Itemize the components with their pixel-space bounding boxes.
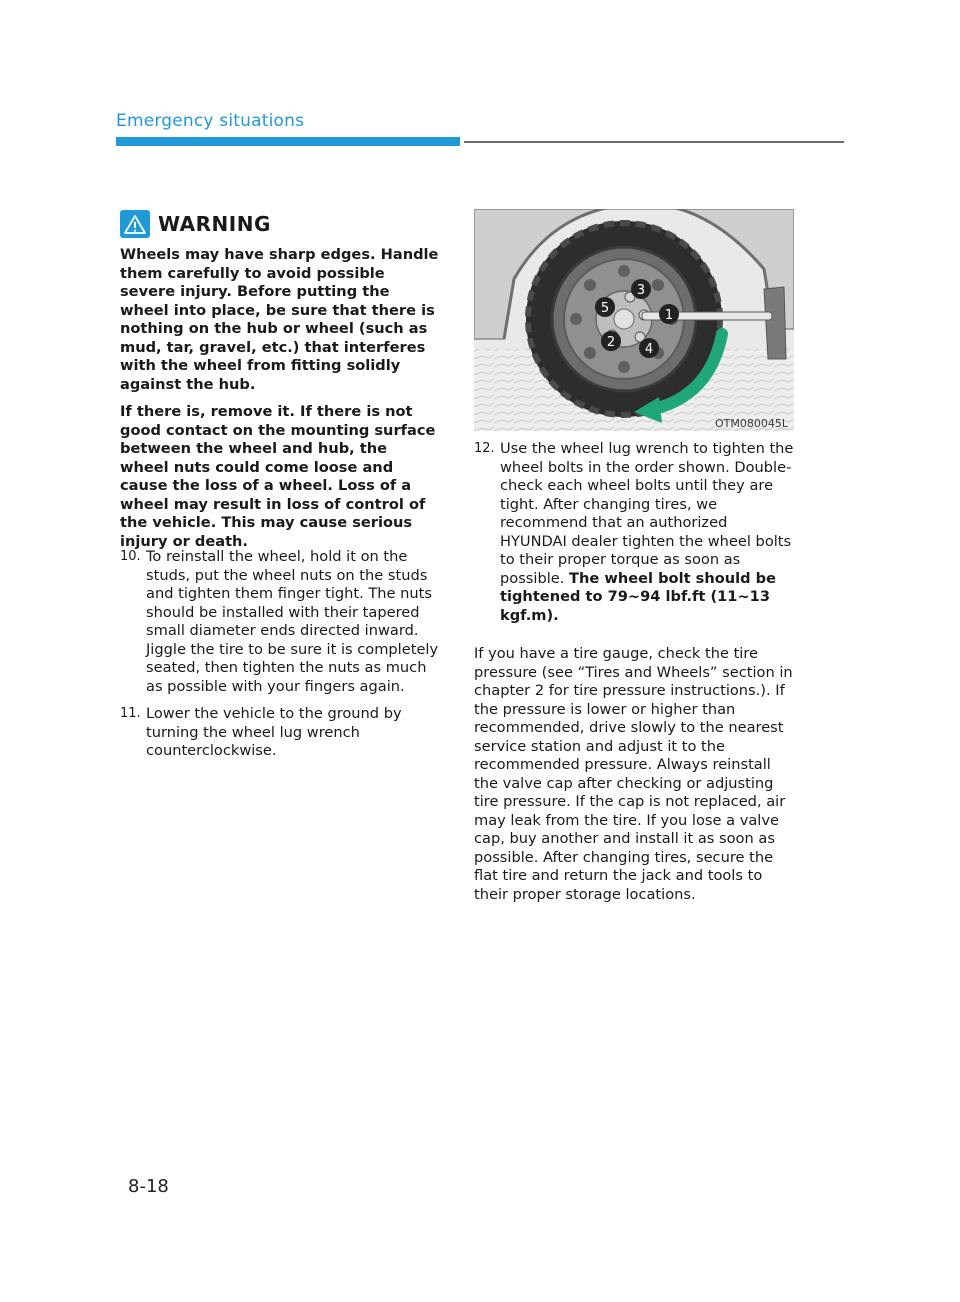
step-number: 10. xyxy=(120,549,141,564)
header-rule-accent xyxy=(116,137,460,146)
warning-paragraph: Wheels may have sharp edges. Handle them carefully to avoid possible severe injury. Before putting the wheel into place, be sure that there is nothing on the hub or wheel (such as mud, tar, gravel, etc.) that interferes with the wheel from fitting solidly against the hub. xyxy=(120,246,439,393)
step-body: Use the wheel lug wrench to tighten the wheel bolts in the order shown. Double-check each wheel bolts until they are tight. After changing tires, we recommend that an authorized HYUNDAI dealer tighten the wheel bolts to their proper torque as soon as possible. xyxy=(500,440,794,587)
warning-paragraph: If there is, remove it. If there is not good contact on the mounting surface between the wheel and hub, the wheel nuts could come loose and cause the loss of a wheel. Loss of a wheel may result in loss of control of the vehicle. This may cause serious injury or death. xyxy=(120,403,436,550)
page-number: 8-18 xyxy=(128,1176,169,1197)
bolt-label: 2 xyxy=(606,335,616,350)
list-item xyxy=(120,705,440,761)
header-rule xyxy=(464,141,844,143)
warning-triangle-icon xyxy=(120,210,150,238)
steps-list xyxy=(120,548,440,770)
bolt-label: 4 xyxy=(644,342,654,357)
step-text: Lower the vehicle to the ground by turning the wheel lug wrench counterclockwise. xyxy=(146,705,402,759)
warning-title: WARNING xyxy=(158,212,271,236)
bolt-label: 3 xyxy=(636,283,646,298)
torque-spec: The wheel bolt should be tightened to 79~94 lbf.ft (11~13 kgf.m). xyxy=(500,569,777,624)
list-item xyxy=(120,548,440,696)
step-text: To reinstall the wheel, hold it on the studs, put the wheel nuts on the studs and tighten them finger tight. The nuts should be installed with their tapered small diameter ends directed inward. Jiggle the tire to be sure it is completely seated, then tighten the nuts as much as possible with your fingers again. xyxy=(146,548,439,695)
bolt-label: 5 xyxy=(600,301,610,316)
step-number: 12. xyxy=(474,441,495,456)
right-column xyxy=(474,440,794,904)
step-number: 11. xyxy=(120,706,141,721)
figure-code: OTM080045L xyxy=(715,417,788,430)
step-text xyxy=(500,440,794,625)
bolt-label: 1 xyxy=(664,308,674,323)
list-item xyxy=(474,440,794,625)
warning-box xyxy=(120,210,440,560)
section-title: Emergency situations xyxy=(116,111,305,131)
wheel-illustration xyxy=(474,209,794,431)
tire-pressure-paragraph: If you have a tire gauge, check the tire pressure (see “Tires and Wheels” section in chapter 2 for tire pressure instructions.). If the pressure is lower or higher than recommended, drive slowly to the nearest service station and adjust it to the recommended pressure. Always reinstall the valve cap after checking or adjusting tire pressure. If the cap is not replaced, air may leak from the tire. If you lose a valve cap, buy another and install it as soon as possible. After changing tires, secure the flat tire and return the jack and tools to their proper storage locations. xyxy=(474,645,793,903)
